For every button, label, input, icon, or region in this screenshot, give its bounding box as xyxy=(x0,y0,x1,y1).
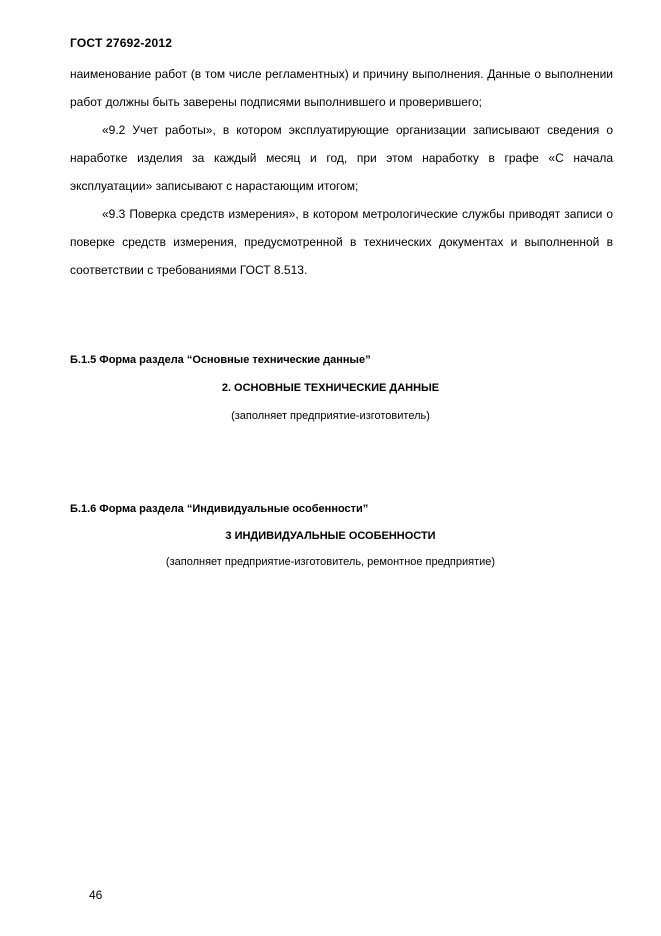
section-note-individual-features: (заполняет предприятие-изготовитель, ремонтное предприятие) xyxy=(165,556,496,568)
section-title-b15: Б.1.5 Форма раздела “Основные технические данные” xyxy=(70,354,371,366)
page-number: 46 xyxy=(89,888,103,902)
section-note-technical-data: (заполняет предприятие-изготовитель) xyxy=(231,410,430,422)
paragraph-continuation: наименование работ (в том числе регламентных) и причину выполнения. Данные о выполнении работ должны быть заверены подписями выполнившего и проверившего; xyxy=(70,67,613,109)
section-title-b16: Б.1.6 Форма раздела “Индивидуальные особенности” xyxy=(70,503,369,515)
section-heading-individual-features: 3 ИНДИВИДУАЛЬНЫЕ ОСОБЕННОСТИ xyxy=(225,530,436,542)
paragraph-work-accounting: «9.2 Учет работы», в котором эксплуатирующие организации записывают сведения о наработке изделия за каждый месяц и год, при этом наработку в графе «С начала эксплуатации» записывают с нарастающим итогом; xyxy=(70,123,613,193)
section-heading-technical-data: 2. ОСНОВНЫЕ ТЕХНИЧЕСКИЕ ДАННЫЕ xyxy=(221,382,440,394)
document-header: ГОСТ 27692-2012 xyxy=(70,36,173,50)
body-text xyxy=(70,60,613,284)
paragraph-instrument-verification: «9.3 Поверка средств измерения», в котором метрологические службы приводят записи о поверке средств измерения, предусмотренной в технических документах и выполненной в соответствии с требованиями ГОСТ 8.513. xyxy=(70,207,613,277)
